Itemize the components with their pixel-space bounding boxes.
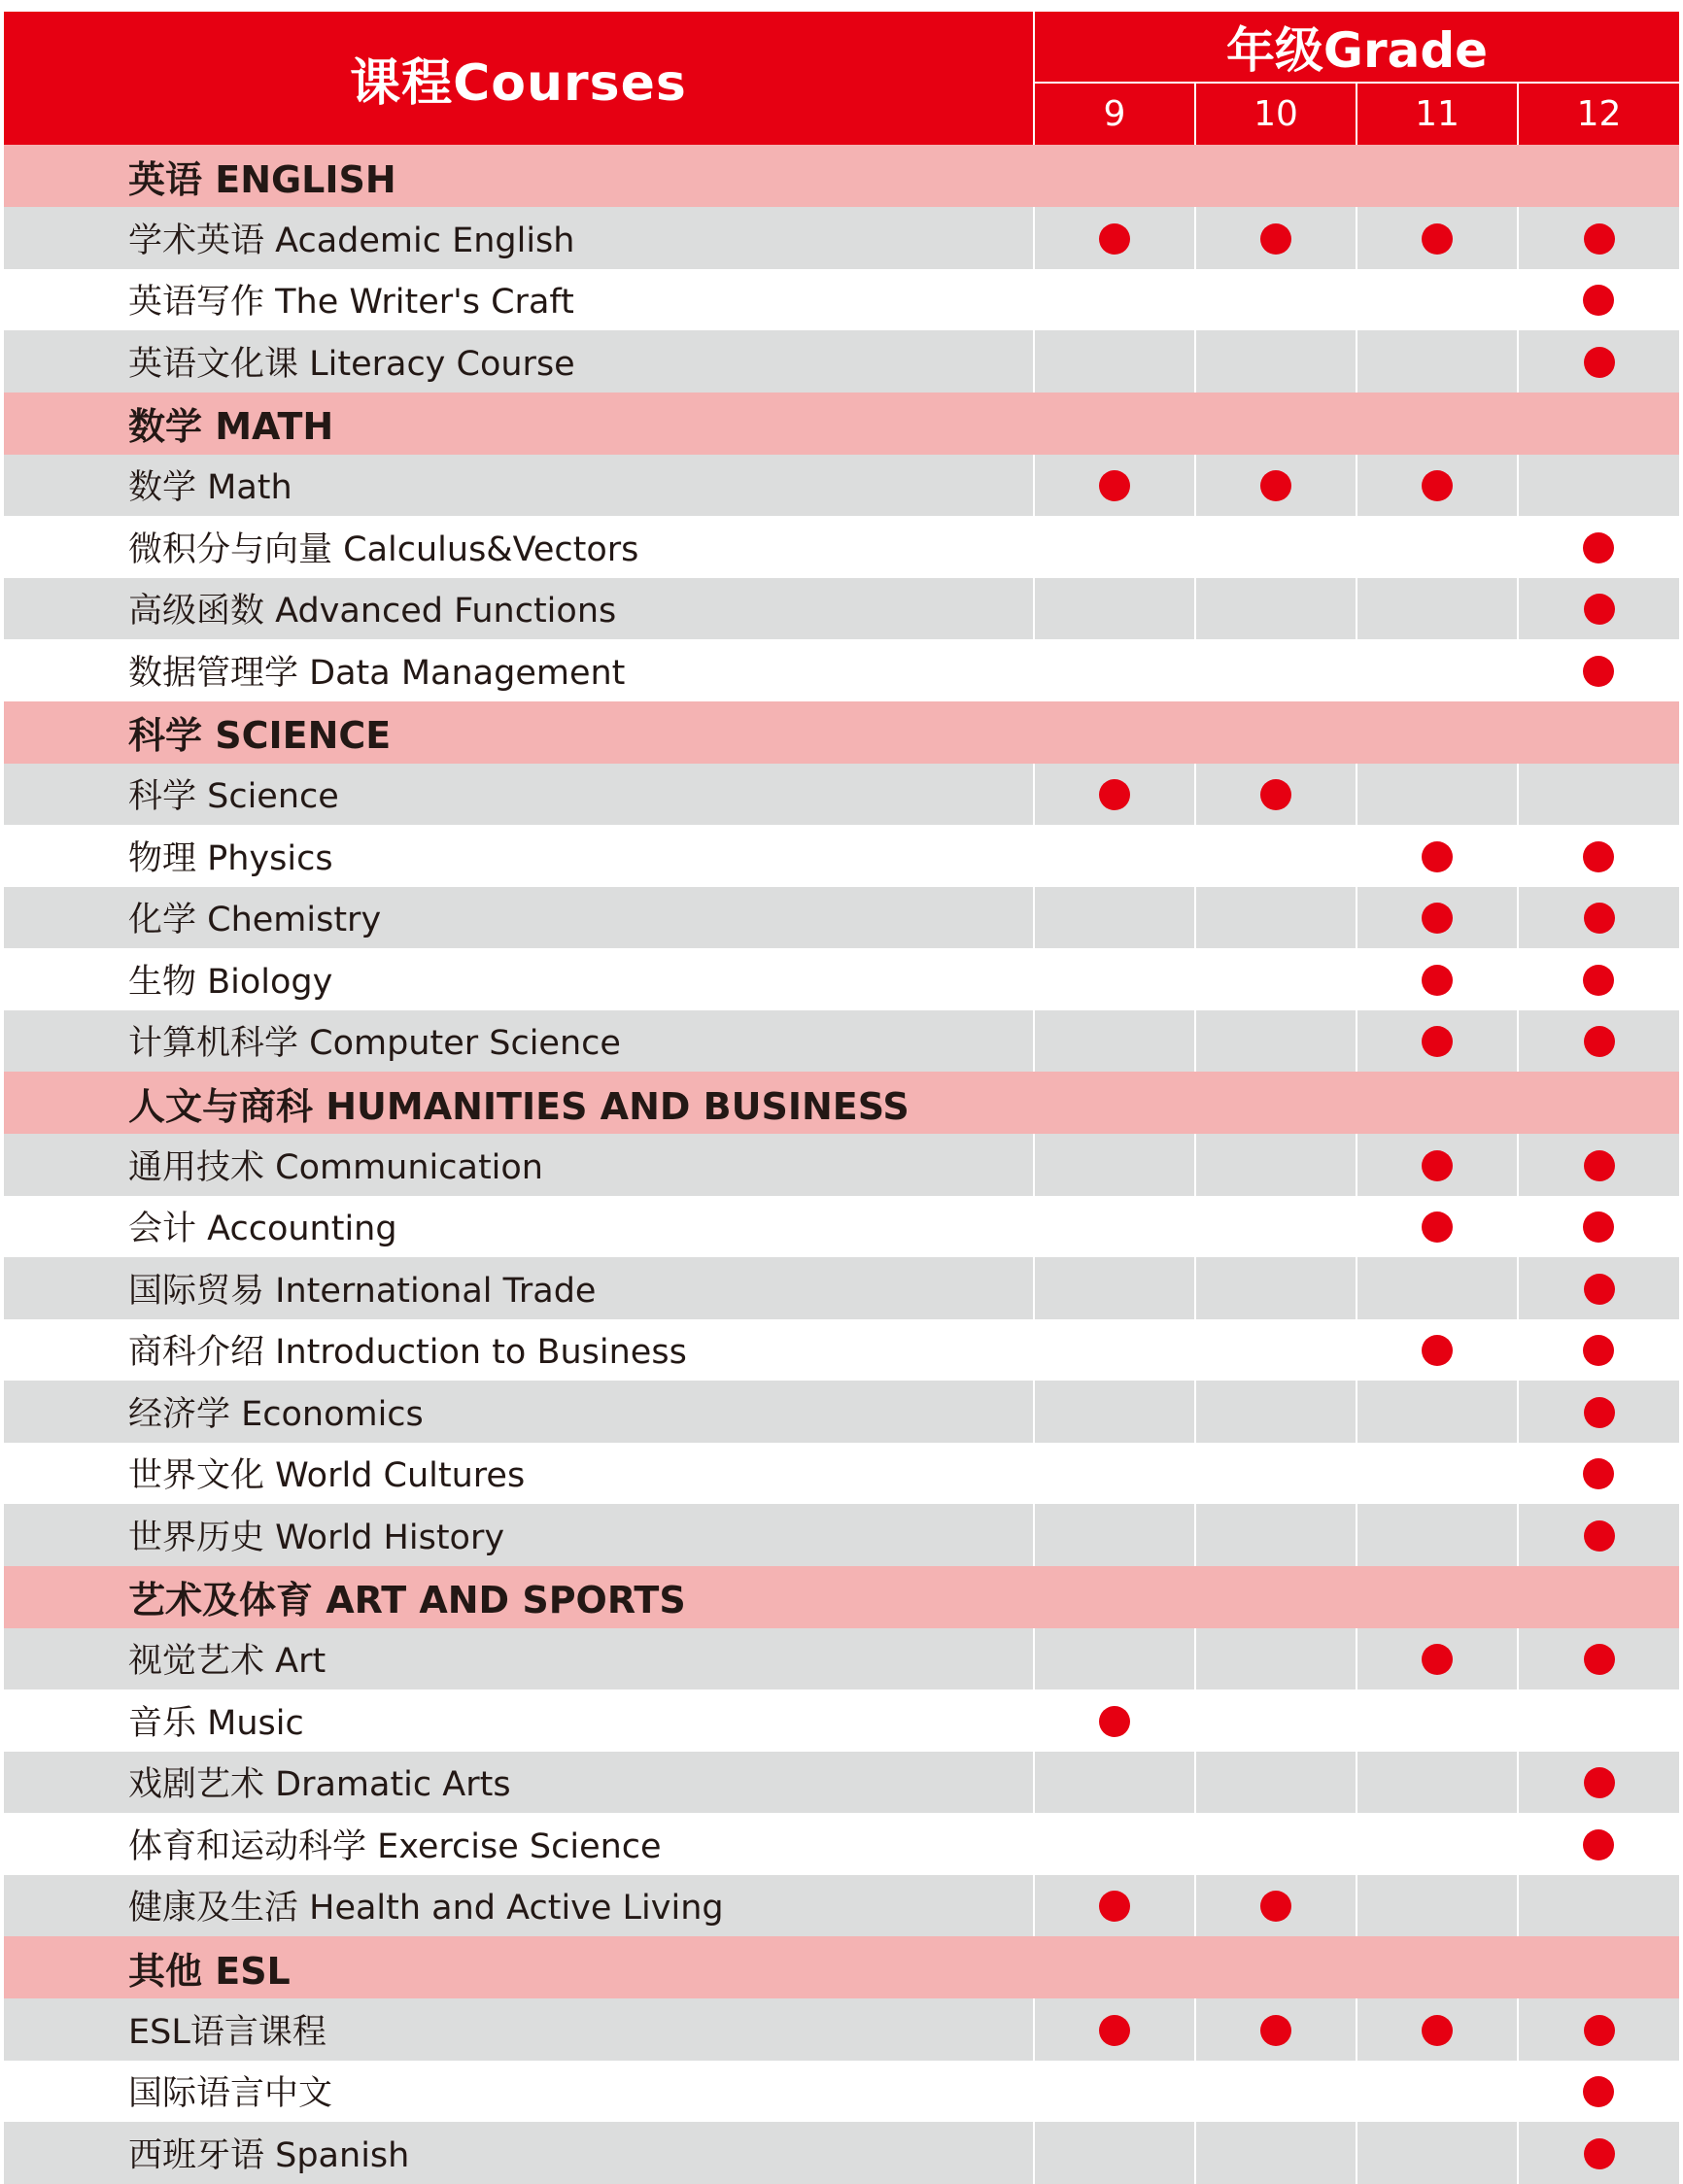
course-name: 英语写作 The Writer's Craft: [4, 269, 1034, 331]
grade-12-cell: [1518, 455, 1679, 517]
grade-11-cell: [1357, 825, 1518, 887]
grade-10-cell: [1195, 269, 1357, 331]
grade-12-cell: [1518, 1381, 1679, 1443]
grade-9-cell: [1034, 1443, 1195, 1505]
grade-12-cell: [1518, 1875, 1679, 1937]
offered-dot-icon: [1099, 223, 1130, 255]
course-row: [4, 1257, 1679, 1319]
offered-dot-icon: [1584, 1767, 1615, 1798]
grade-11-cell: [1357, 1504, 1518, 1566]
offered-dot-icon: [1583, 1458, 1614, 1489]
offered-dot-icon: [1584, 347, 1615, 378]
grade-11-cell: [1357, 1196, 1518, 1258]
grade-12-cell: [1518, 1443, 1679, 1505]
course-row: [4, 207, 1679, 269]
course-name: 国际语言中文: [4, 2061, 1034, 2123]
grade-9-cell: [1034, 207, 1195, 269]
course-name: 商科介绍 Introduction to Business: [4, 1319, 1034, 1382]
grade-12-cell: [1518, 1752, 1679, 1814]
course-row: [4, 887, 1679, 949]
grade-9-cell: [1034, 1998, 1195, 2061]
grade-9-header: 9: [1034, 83, 1195, 145]
grade-10-cell: [1195, 1628, 1357, 1690]
offered-dot-icon: [1260, 1891, 1291, 1922]
grade-11-cell: [1357, 639, 1518, 701]
course-row: [4, 1010, 1679, 1073]
category-row: [4, 1566, 1679, 1628]
grade-12-cell: [1518, 578, 1679, 640]
offered-dot-icon: [1422, 470, 1453, 501]
course-name: ESL语言课程: [4, 1998, 1034, 2061]
course-row: [4, 455, 1679, 517]
grade-12-cell: [1518, 1998, 1679, 2061]
course-name: 英语文化课 Literacy Course: [4, 330, 1034, 392]
grade-12-cell: [1518, 516, 1679, 578]
grade-9-cell: [1034, 1504, 1195, 1566]
offered-dot-icon: [1422, 1211, 1453, 1243]
grade-11-cell: [1357, 2122, 1518, 2184]
course-name: 国际贸易 International Trade: [4, 1257, 1034, 1319]
grade-11-cell: [1357, 455, 1518, 517]
grade-9-cell: [1034, 1257, 1195, 1319]
grade-9-cell: [1034, 1628, 1195, 1690]
table-header: [4, 12, 1679, 145]
course-row: [4, 578, 1679, 640]
grade-10-cell: [1195, 1010, 1357, 1073]
offered-dot-icon: [1422, 2015, 1453, 2046]
course-name: 通用技术 Communication: [4, 1134, 1034, 1196]
course-row: [4, 1689, 1679, 1752]
course-row: [4, 1504, 1679, 1566]
course-row: [4, 764, 1679, 826]
course-grade-table-wrapper: [4, 12, 1679, 2184]
table-body: [4, 145, 1679, 2184]
grade-9-cell: [1034, 2061, 1195, 2123]
grade-10-cell: [1195, 887, 1357, 949]
grade-10-cell: [1195, 948, 1357, 1010]
course-row: [4, 2061, 1679, 2123]
offered-dot-icon: [1583, 285, 1614, 316]
offered-dot-icon: [1099, 1706, 1130, 1737]
offered-dot-icon: [1422, 1335, 1453, 1366]
course-row: [4, 1196, 1679, 1258]
course-row: [4, 269, 1679, 331]
offered-dot-icon: [1099, 779, 1130, 810]
grade-12-cell: [1518, 948, 1679, 1010]
category-title: 艺术及体育 ART AND SPORTS: [4, 1566, 1679, 1628]
grade-11-cell: [1357, 764, 1518, 826]
offered-dot-icon: [1260, 223, 1291, 255]
course-name: 物理 Physics: [4, 825, 1034, 887]
category-title: 其他 ESL: [4, 1936, 1679, 1998]
offered-dot-icon: [1584, 1397, 1615, 1428]
category-row: [4, 145, 1679, 207]
grade-11-cell: [1357, 1752, 1518, 1814]
grade-11-cell: [1357, 1134, 1518, 1196]
offered-dot-icon: [1422, 903, 1453, 934]
offered-dot-icon: [1584, 594, 1615, 625]
grade-9-cell: [1034, 1010, 1195, 1073]
grade-11-cell: [1357, 1628, 1518, 1690]
course-name: 音乐 Music: [4, 1689, 1034, 1752]
grade-9-cell: [1034, 764, 1195, 826]
grade-11-cell: [1357, 1319, 1518, 1382]
grade-9-cell: [1034, 455, 1195, 517]
offered-dot-icon: [1422, 1150, 1453, 1181]
offered-dot-icon: [1583, 532, 1614, 563]
course-name: 西班牙语 Spanish: [4, 2122, 1034, 2184]
grade-12-cell: [1518, 269, 1679, 331]
grade-10-cell: [1195, 764, 1357, 826]
grade-9-cell: [1034, 639, 1195, 701]
grade-10-cell: [1195, 1134, 1357, 1196]
course-row: [4, 1381, 1679, 1443]
grade-11-header: 11: [1357, 83, 1518, 145]
grade-11-cell: [1357, 948, 1518, 1010]
grade-9-cell: [1034, 1381, 1195, 1443]
offered-dot-icon: [1584, 1644, 1615, 1675]
grade-10-cell: [1195, 330, 1357, 392]
grade-12-cell: [1518, 1134, 1679, 1196]
category-title: 人文与商科 HUMANITIES AND BUSINESS: [4, 1072, 1679, 1134]
offered-dot-icon: [1584, 2015, 1615, 2046]
grade-12-cell: [1518, 825, 1679, 887]
category-title: 科学 SCIENCE: [4, 701, 1679, 764]
grade-11-cell: [1357, 887, 1518, 949]
grade-12-cell: [1518, 887, 1679, 949]
grade-9-cell: [1034, 330, 1195, 392]
grade-12-cell: [1518, 1813, 1679, 1875]
course-name: 化学 Chemistry: [4, 887, 1034, 949]
offered-dot-icon: [1583, 2076, 1614, 2107]
grade-10-cell: [1195, 1689, 1357, 1752]
course-name: 视觉艺术 Art: [4, 1628, 1034, 1690]
course-name: 微积分与向量 Calculus&Vectors: [4, 516, 1034, 578]
offered-dot-icon: [1422, 841, 1453, 872]
grade-12-cell: [1518, 1257, 1679, 1319]
grade-11-cell: [1357, 1257, 1518, 1319]
courses-header: 课程Courses: [4, 12, 1034, 145]
category-title: 英语 ENGLISH: [4, 145, 1679, 207]
offered-dot-icon: [1422, 1026, 1453, 1057]
grade-11-cell: [1357, 2061, 1518, 2123]
grade-10-cell: [1195, 2122, 1357, 2184]
grade-11-cell: [1357, 516, 1518, 578]
grade-9-cell: [1034, 1319, 1195, 1382]
course-row: [4, 1813, 1679, 1875]
grade-12-cell: [1518, 1628, 1679, 1690]
grade-10-cell: [1195, 578, 1357, 640]
offered-dot-icon: [1584, 1274, 1615, 1305]
grade-12-cell: [1518, 764, 1679, 826]
offered-dot-icon: [1583, 1211, 1614, 1243]
grade-10-cell: [1195, 207, 1357, 269]
grade-11-cell: [1357, 578, 1518, 640]
course-row: [4, 1998, 1679, 2061]
grade-10-cell: [1195, 1319, 1357, 1382]
course-name: 数学 Math: [4, 455, 1034, 517]
course-name: 戏剧艺术 Dramatic Arts: [4, 1752, 1034, 1814]
offered-dot-icon: [1099, 2015, 1130, 2046]
grade-9-cell: [1034, 948, 1195, 1010]
category-row: [4, 1936, 1679, 1998]
category-title: 数学 MATH: [4, 392, 1679, 455]
course-name: 高级函数 Advanced Functions: [4, 578, 1034, 640]
grade-9-cell: [1034, 578, 1195, 640]
grade-10-cell: [1195, 455, 1357, 517]
grade-12-cell: [1518, 1196, 1679, 1258]
course-row: [4, 1628, 1679, 1690]
offered-dot-icon: [1584, 1520, 1615, 1552]
category-row: [4, 1072, 1679, 1134]
offered-dot-icon: [1099, 470, 1130, 501]
course-name: 生物 Biology: [4, 948, 1034, 1010]
grade-10-cell: [1195, 1813, 1357, 1875]
course-row: [4, 516, 1679, 578]
grade-10-header: 10: [1195, 83, 1357, 145]
grade-9-cell: [1034, 887, 1195, 949]
offered-dot-icon: [1583, 841, 1614, 872]
grade-10-cell: [1195, 639, 1357, 701]
grade-12-cell: [1518, 1504, 1679, 1566]
grade-11-cell: [1357, 1875, 1518, 1937]
grade-header: 年级Grade: [1034, 12, 1679, 83]
grade-10-cell: [1195, 1381, 1357, 1443]
grade-11-cell: [1357, 1813, 1518, 1875]
grade-11-cell: [1357, 330, 1518, 392]
offered-dot-icon: [1584, 903, 1615, 934]
course-name: 健康及生活 Health and Active Living: [4, 1875, 1034, 1937]
course-name: 世界文化 World Cultures: [4, 1443, 1034, 1505]
grade-11-cell: [1357, 1998, 1518, 2061]
offered-dot-icon: [1584, 1026, 1615, 1057]
category-row: [4, 392, 1679, 455]
offered-dot-icon: [1260, 470, 1291, 501]
offered-dot-icon: [1584, 2138, 1615, 2169]
offered-dot-icon: [1583, 1829, 1614, 1860]
grade-12-cell: [1518, 1319, 1679, 1382]
offered-dot-icon: [1583, 1335, 1614, 1366]
grade-10-cell: [1195, 1998, 1357, 2061]
grade-12-cell: [1518, 2061, 1679, 2123]
course-row: [4, 1875, 1679, 1937]
grade-10-cell: [1195, 516, 1357, 578]
grade-10-cell: [1195, 1752, 1357, 1814]
course-row: [4, 1443, 1679, 1505]
course-name: 世界历史 World History: [4, 1504, 1034, 1566]
grade-9-cell: [1034, 1813, 1195, 1875]
grade-11-cell: [1357, 269, 1518, 331]
grade-11-cell: [1357, 207, 1518, 269]
course-name: 计算机科学 Computer Science: [4, 1010, 1034, 1073]
grade-9-cell: [1034, 1752, 1195, 1814]
grade-11-cell: [1357, 1010, 1518, 1073]
grade-9-cell: [1034, 825, 1195, 887]
grade-9-cell: [1034, 269, 1195, 331]
grade-9-cell: [1034, 2122, 1195, 2184]
offered-dot-icon: [1422, 965, 1453, 996]
offered-dot-icon: [1584, 223, 1615, 255]
grade-11-cell: [1357, 1689, 1518, 1752]
grade-9-cell: [1034, 516, 1195, 578]
grade-12-header: 12: [1518, 83, 1679, 145]
course-name: 数据管理学 Data Management: [4, 639, 1034, 701]
offered-dot-icon: [1422, 1644, 1453, 1675]
course-name: 经济学 Economics: [4, 1381, 1034, 1443]
course-row: [4, 825, 1679, 887]
grade-10-cell: [1195, 1257, 1357, 1319]
grade-10-cell: [1195, 825, 1357, 887]
grade-9-cell: [1034, 1134, 1195, 1196]
offered-dot-icon: [1422, 223, 1453, 255]
course-name: 会计 Accounting: [4, 1196, 1034, 1258]
category-row: [4, 701, 1679, 764]
course-row: [4, 1319, 1679, 1382]
offered-dot-icon: [1260, 779, 1291, 810]
offered-dot-icon: [1583, 965, 1614, 996]
course-name: 体育和运动科学 Exercise Science: [4, 1813, 1034, 1875]
grade-10-cell: [1195, 1443, 1357, 1505]
grade-10-cell: [1195, 2061, 1357, 2123]
grade-12-cell: [1518, 1689, 1679, 1752]
grade-10-cell: [1195, 1504, 1357, 1566]
grade-9-cell: [1034, 1875, 1195, 1937]
course-row: [4, 2122, 1679, 2184]
offered-dot-icon: [1584, 1150, 1615, 1181]
grade-11-cell: [1357, 1381, 1518, 1443]
grade-12-cell: [1518, 2122, 1679, 2184]
offered-dot-icon: [1583, 656, 1614, 687]
grade-12-cell: [1518, 1010, 1679, 1073]
course-grade-table: [4, 12, 1679, 2184]
grade-10-cell: [1195, 1875, 1357, 1937]
grade-10-cell: [1195, 1196, 1357, 1258]
grade-12-cell: [1518, 639, 1679, 701]
course-name: 科学 Science: [4, 764, 1034, 826]
course-row: [4, 1752, 1679, 1814]
grade-9-cell: [1034, 1689, 1195, 1752]
offered-dot-icon: [1099, 1891, 1130, 1922]
course-row: [4, 1134, 1679, 1196]
grade-12-cell: [1518, 207, 1679, 269]
grade-12-cell: [1518, 330, 1679, 392]
course-row: [4, 330, 1679, 392]
course-row: [4, 948, 1679, 1010]
course-name: 学术英语 Academic English: [4, 207, 1034, 269]
grade-9-cell: [1034, 1196, 1195, 1258]
offered-dot-icon: [1260, 2015, 1291, 2046]
grade-11-cell: [1357, 1443, 1518, 1505]
course-row: [4, 639, 1679, 701]
